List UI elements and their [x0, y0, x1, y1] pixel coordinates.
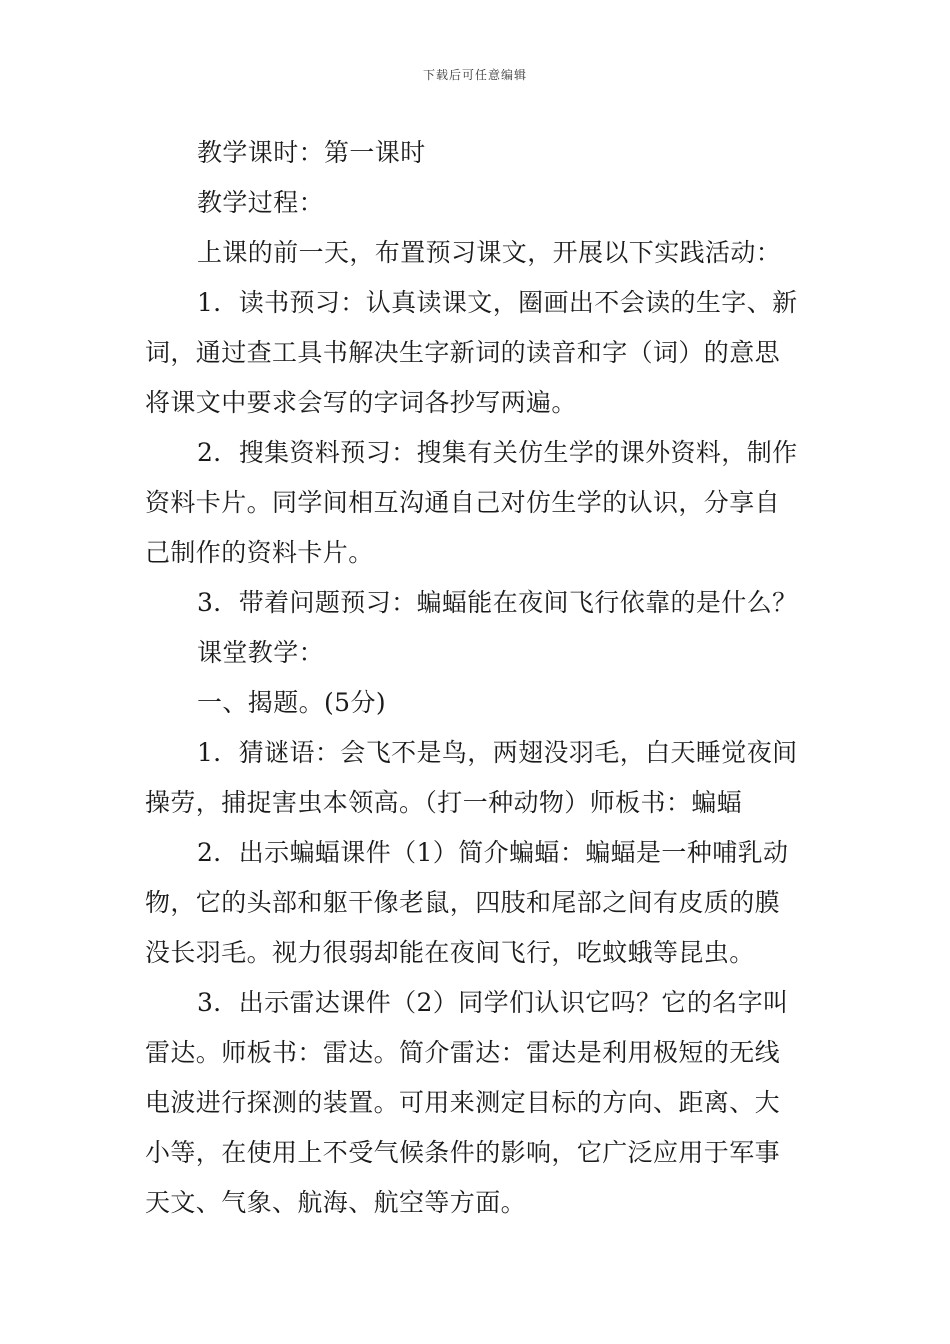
text-line: 1．猜谜语：会飞不是鸟，两翅没羽毛，白天睡觉夜间: [197, 738, 798, 767]
text-line: 操劳，捕捉害虫本领高。（打一种动物）师板书：蝙蝠: [145, 788, 743, 817]
text-line: 词，通过查工具书解决生字新词的读音和字（词）的意思: [145, 338, 781, 367]
text-line: 1．读书预习：认真读课文，圈画出不会读的生字、新: [197, 288, 798, 317]
text-line: 3．带着问题预习：蝙蝠能在夜间飞行依靠的是什么？: [197, 588, 798, 617]
document-body: [145, 128, 810, 1228]
text-line: 将课文中要求会写的字词各抄写两遍。: [145, 388, 577, 417]
text-line: 没长羽毛。视力很弱却能在夜间飞行，吃蚊蛾等昆虫。: [145, 938, 755, 967]
text-line: 雷达。师板书：雷达。简介雷达：雷达是利用极短的无线: [145, 1038, 781, 1067]
text-line: 2．出示蝙蝠课件（1）简介蝙蝠：蝙蝠是一种哺乳动: [197, 838, 789, 867]
text-line: 上课的前一天，布置预习课文，开展以下实践活动：: [197, 238, 782, 267]
text-line: 2．搜集资料预习：搜集有关仿生学的课外资料，制作: [197, 438, 798, 467]
text-line: 3．出示雷达课件（2）同学们认识它吗？它的名字叫: [197, 988, 789, 1017]
text-line: 电波进行探测的装置。可用来测定目标的方向、距离、大: [145, 1088, 781, 1117]
text-line: 小等，在使用上不受气候条件的影响，它广泛应用于军事: [145, 1138, 781, 1167]
text-line: 天文、气象、航海、航空等方面。: [145, 1188, 527, 1217]
text-line: 课堂教学：: [197, 638, 325, 667]
text-line: 资料卡片。同学间相互沟通自己对仿生学的认识，分享自: [145, 488, 781, 517]
text-line: 一、揭题。(5分): [197, 688, 387, 717]
text-line: 教学过程：: [197, 188, 325, 217]
text-line: 物，它的头部和躯干像老鼠，四肢和尾部之间有皮质的膜: [145, 888, 781, 917]
text-line: 教学课时：第一课时: [197, 138, 426, 167]
header-note: 下载后可任意编辑: [422, 68, 527, 82]
text-line: 己制作的资料卡片。: [145, 538, 374, 567]
